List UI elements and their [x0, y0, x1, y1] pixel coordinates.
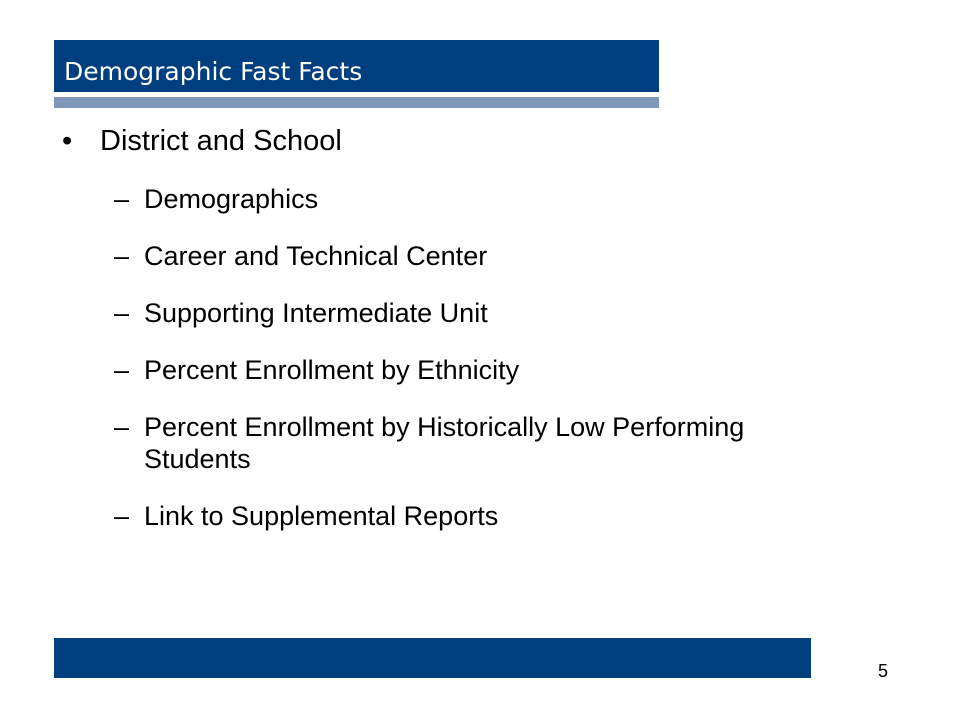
- page-number: 5: [878, 661, 889, 681]
- sub-item-label: Link to Supplemental Reports: [144, 501, 499, 531]
- sub-item-label: Demographics: [144, 184, 319, 214]
- dash-icon: –: [114, 298, 130, 328]
- bullet-item-district-and-school: [62, 124, 822, 532]
- sub-item-percent-enrollment-by-ethnicity: [114, 354, 822, 386]
- dash-icon: –: [114, 501, 130, 531]
- dash-icon: –: [114, 355, 130, 385]
- sub-list: [62, 183, 822, 532]
- sub-item-label: Career and Technical Center: [144, 241, 488, 271]
- sub-item-link-to-supplemental-reports: [114, 500, 822, 532]
- sub-item-percent-enrollment-by-historically-low-performing-students: [114, 411, 822, 475]
- sub-item-career-and-technical-center: [114, 240, 822, 272]
- bullet-row: [62, 124, 822, 158]
- slide-title: Demographic Fast Facts: [64, 57, 363, 86]
- sub-item-label: Percent Enrollment by Historically Low Performing Students: [144, 412, 745, 474]
- bullet-label: District and School: [100, 125, 342, 157]
- sub-item-label: Percent Enrollment by Ethnicity: [144, 355, 520, 385]
- dash-icon: –: [114, 184, 130, 214]
- bullet-list: [62, 124, 822, 532]
- dash-icon: –: [114, 241, 130, 271]
- sub-item-label: Supporting Intermediate Unit: [144, 298, 488, 328]
- bullet-icon: •: [62, 125, 73, 157]
- sub-item-supporting-intermediate-unit: [114, 297, 822, 329]
- header-stripe: [54, 97, 659, 108]
- sub-item-demographics: [114, 183, 822, 215]
- footer-bar: [54, 638, 811, 678]
- dash-icon: –: [114, 412, 130, 442]
